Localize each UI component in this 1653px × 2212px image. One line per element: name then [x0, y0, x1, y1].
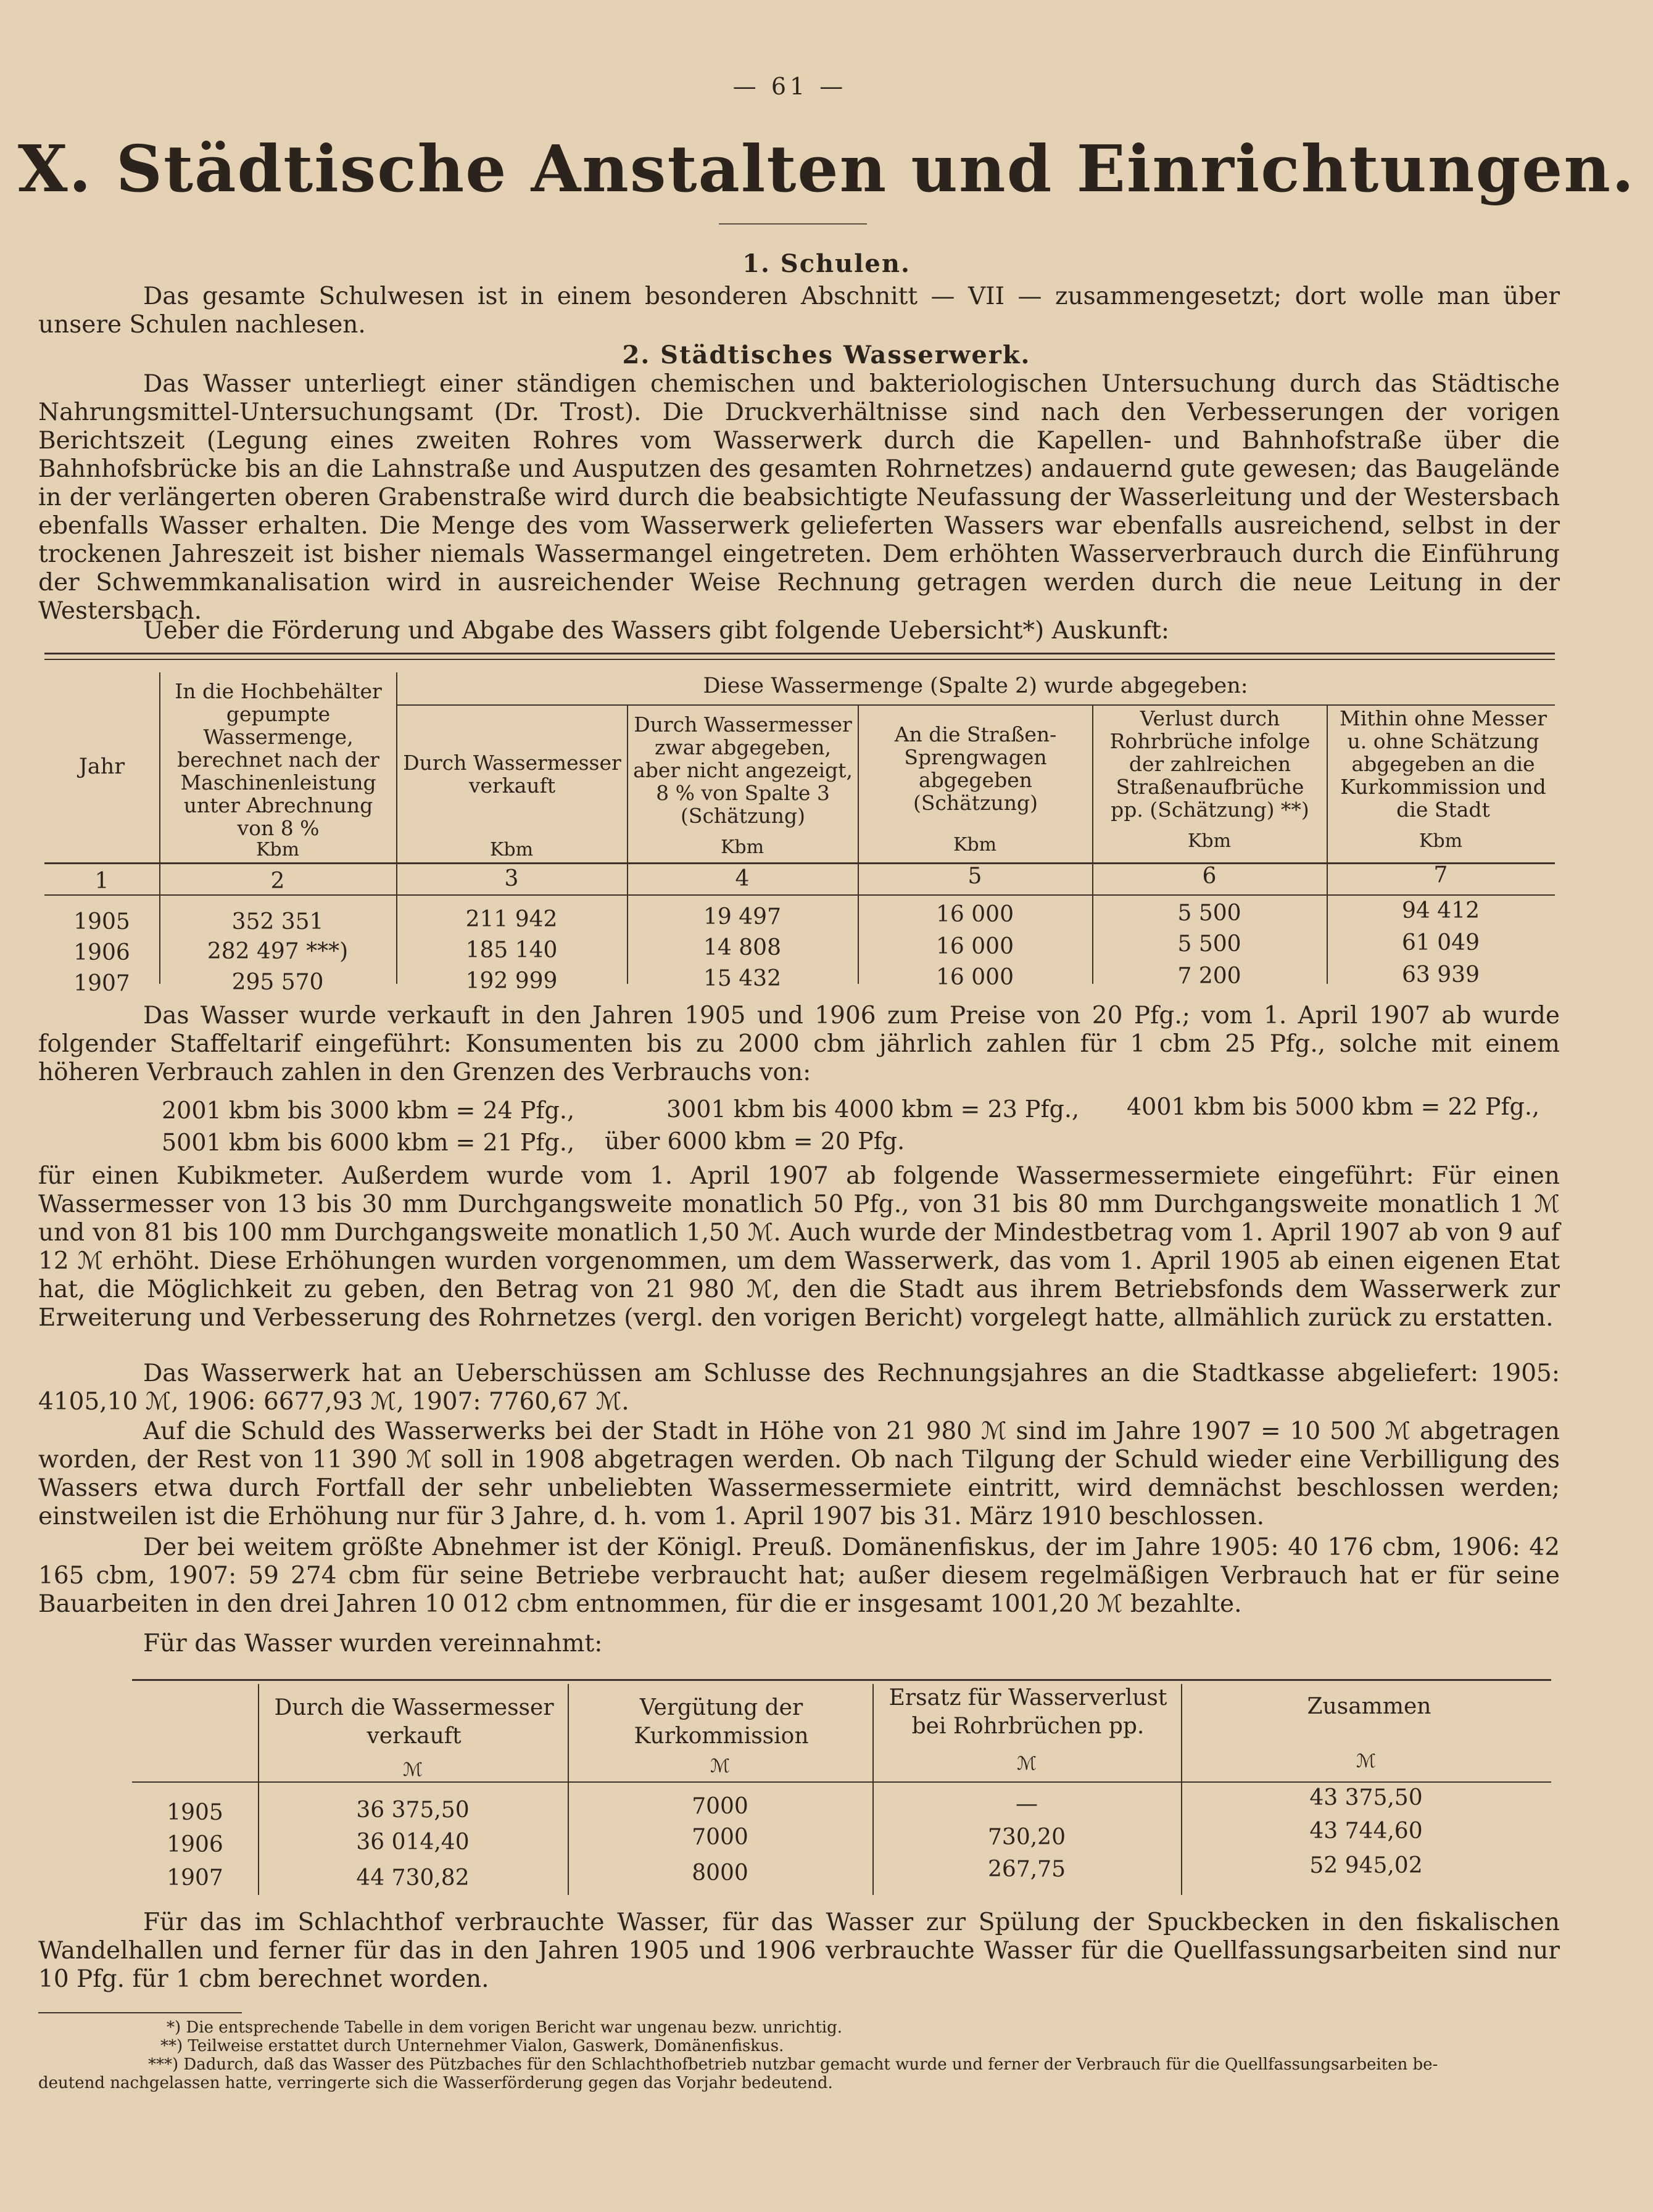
paragraph-table-intro: Ueber die Förderung und Abgabe des Wassers gibt folgende Uebersicht*) Auskunft:: [143, 617, 1169, 645]
table1-group-rule: [396, 704, 1555, 706]
table2-header-verkauft: Durch die Wassermesser verkauft: [274, 1695, 554, 1749]
table1-cell: 63 939: [1402, 962, 1480, 988]
table1-unit: Kbm: [720, 836, 764, 858]
table1-number-rule: [44, 894, 1555, 896]
table1-cell: 1907: [73, 971, 130, 996]
table2-cell: —: [1016, 1791, 1038, 1817]
table1-cell: 5 500: [1177, 901, 1241, 926]
table2-cell: 44 730,82: [356, 1865, 470, 1891]
table1-col-divider: [159, 672, 160, 984]
table2-unit: ℳ: [1016, 1753, 1037, 1775]
table1-cell: 1906: [73, 940, 130, 965]
table1-colnum: 2: [270, 869, 285, 894]
table1-header-col5: An die Straßen-Sprengwagen abgegeben (Schätzung): [894, 722, 1057, 815]
table1-header-col6: Verlust durch Rohrbrüche infolge der zahlreichen Straßenaufbrüche pp. (Schätzung) **): [1109, 706, 1311, 822]
table1-colnum: 1: [94, 869, 109, 894]
page-number: — 61 —: [732, 73, 847, 100]
table2-cell: 43 375,50: [1309, 1785, 1423, 1810]
table1-unit: Kbm: [489, 839, 534, 860]
table2-unit: ℳ: [402, 1759, 423, 1781]
tariff-step: 3001 kbm bis 4000 kbm = 23 Pfg.,: [666, 1096, 1080, 1123]
tariff-step: 2001 kbm bis 3000 kbm = 24 Pfg.,: [162, 1097, 575, 1124]
footnote-1: *) Die entsprechende Tabelle in dem vorigen Bericht war ungenau bezw. unrichtig.: [167, 2018, 842, 2037]
table1-colnum: 3: [504, 866, 519, 891]
table2-col-divider: [258, 1684, 259, 1895]
paragraph-wassermessermiete: für einen Kubikmeter. Außerdem wurde vom 1. April 1907 ab folgende Wassermessermiete eingeführt: Für einen Wassermesser von 13 bis 30 mm Durchgangsweite monatlich 50 Pfg., von 31 bis 80 mm Durchgangsweite monatlich 1 ℳ und von 81 bis 100 mm Durchgangsweite monatlich 1,50 ℳ. Auch wurde der Mindestbetrag vom 1. April 1907 ab von 9 auf 12 ℳ erhöht. Diese Erhöhungen wurden vorgenommen, um dem Wasserwerk, das vom 1. April 1905 ab einen eigenen Etat hat, die Möglichkeit zu geben, den Betrag von 21 980 ℳ, den die Stadt aus ihrem Betriebsfonds dem Wasserwerk zur Erweiterung und Verbesserung des Rohrnetzes (vergl. den vorigen Bericht) vorgelegt hatte, allmählich zurück zu erstatten.: [38, 1162, 1560, 1332]
table1-unit: Kbm: [1187, 830, 1232, 852]
table1-cell: 61 049: [1402, 930, 1480, 955]
table1-header-col2: In die Hochbehälter gepumpte Wassermenge, berechnet nach der Maschinenleistung unter Abrechnung von 8 %: [175, 679, 382, 840]
table1-header-col4: Durch Wassermesser zwar abgegeben, aber nicht angezeigt, 8 % von Spalte 3 (Schätzung): [633, 712, 853, 828]
table2-cell: 1907: [167, 1865, 223, 1891]
table1-unit: Kbm: [953, 834, 997, 856]
table1-top-rule-2: [44, 659, 1555, 660]
tariff-step: über 6000 kbm = 20 Pfg.: [605, 1128, 905, 1155]
footnote-3-continued: deutend nachgelassen hatte, verringerte sich die Wasserförderung gegen das Vorjahr bedeutend.: [38, 2074, 833, 2092]
paragraph-preise: Das Wasser wurde verkauft in den Jahren 1905 und 1906 zum Preise von 20 Pfg.; vom 1. April 1907 ab wurde folgender Staffeltarif eingeführt: Konsumenten bis zu 2000 cbm jährlich zahlen für 1 cbm 25 Pfg., solche mit einem höheren Verbrauch zahlen in den Grenzen des Verbrauchs von:: [38, 1002, 1560, 1086]
table1-cell: 94 412: [1402, 898, 1480, 923]
tariff-step: 5001 kbm bis 6000 kbm = 21 Pfg.,: [162, 1129, 575, 1156]
table1-colnum: 7: [1433, 862, 1448, 888]
paragraph-table2-intro: Für das Wasser wurden vereinnahmt:: [143, 1630, 603, 1657]
table1-cell: 185 140: [465, 938, 558, 963]
footnote-3: ***) Dadurch, daß das Wasser des Pützbaches für den Schlachthofbetrieb nutzbar gemacht wurde und ferner der Verbrauch für die Quellfassungsarbeiten be-: [148, 2055, 1438, 2074]
table1-cell: 16 000: [936, 934, 1014, 959]
paragraph-schlachthof: Für das im Schlachthof verbrauchte Wasser, für das Wasser zur Spülung der Spuckbecken in den fiskalischen Wandelhallen und ferner für das in den Jahren 1905 und 1906 verbrauchte Wasser für die Quellfassungsarbeiten sind nur 10 Pfg. für 1 cbm berechnet worden.: [38, 1909, 1560, 1993]
table1-colnum: 5: [967, 864, 982, 889]
table1-group-header: Diese Wassermenge (Spalte 2) wurde abgegeben:: [703, 674, 1248, 698]
table1-cell: 14 808: [703, 935, 781, 960]
table1-top-rule: [44, 653, 1555, 654]
table1-cell: 192 999: [465, 968, 558, 994]
table1-cell: 5 500: [1177, 931, 1241, 957]
table2-header-zusammen: Zusammen: [1307, 1694, 1431, 1719]
table2-unit: ℳ: [710, 1756, 731, 1777]
table2-cell: 8000: [692, 1860, 748, 1886]
table1-unit: Kbm: [255, 839, 300, 860]
table1-cell: 295 570: [231, 970, 324, 995]
table2-cell: 1905: [167, 1800, 223, 1825]
page-title: X. Städtische Anstalten und Einrichtungen.: [17, 131, 1636, 207]
paragraph-wasserwerk-intro: Das Wasser unterliegt einer ständigen chemischen und bakteriologischen Untersuchung durch das Städtische Nahrungsmittel-Untersuchungsamt (Dr. Trost). Die Druckverhältnisse sind nach den Verbesserungen der vorigen Berichtszeit (Legung eines zweiten Rohres vom Wasserwerk durch die Kapellen- und Bahnhofstraße über die Bahnhofsbrücke bis an die Lahnstraße und Ausputzen des gesamten Rohrnetzes) andauernd gute gewesen; das Baugelände in der verlängerten oberen Grabenstraße wird durch die beabsichtigte Neufassung der Wasserleitung und der Westersbach ebenfalls Wasser erhalten. Die Menge des vom Wasserwerk gelieferten Wassers war ebenfalls ausreichend, selbst in der trockenen Jahreszeit ist bisher niemals Wassermangel eingetreten. Dem erhöhten Wasserverbrauch durch die Einführung der Schwemmkanalisation wird in ausreichender Weise Rechnung getragen werden durch die neue Leitung in der Westersbach.: [38, 370, 1560, 625]
table1-header-jahr: Jahr: [78, 754, 125, 779]
table1-cell: 211 942: [465, 907, 558, 932]
footnote-divider: [38, 2012, 242, 2013]
table2-header-kurkommission: Vergütung der Kurkommission: [634, 1695, 809, 1749]
table2-cell: 7000: [692, 1825, 748, 1850]
tariff-step: 4001 kbm bis 5000 kbm = 22 Pfg.,: [1127, 1093, 1540, 1120]
table1-cell: 15 432: [703, 966, 781, 991]
title-divider: [719, 223, 867, 225]
table1-header-col3: Durch Wassermesser verkauft: [403, 751, 621, 798]
table1-colnum: 4: [735, 866, 750, 891]
table1-cell: 7 200: [1177, 964, 1241, 989]
paragraph-schuld: Auf die Schuld des Wasserwerks bei der Stadt in Höhe von 21 980 ℳ sind im Jahre 1907 = 10 500 ℳ abgetragen worden, der Rest von 11 390 ℳ soll in 1908 abgetragen werden. Ob nach Tilgung der Schuld wieder eine Verbilligung des Wassers etwa durch Fortfall der sehr unbeliebten Wassermessermiete eintritt, wird demnächst beschlossen werden; einstweilen ist die Erhöhung nur für 3 Jahre, d. h. vom 1. April 1907 bis 31. März 1910 beschlossen.: [38, 1418, 1560, 1530]
table1-cell: 19 497: [703, 904, 781, 930]
table1-cell: 282 497 ***): [207, 939, 349, 964]
table1-cell: 1905: [73, 909, 130, 935]
table2-unit: ℳ: [1356, 1751, 1377, 1772]
table2-header-ersatz: Ersatz für Wasserverlust bei Rohrbrüchen pp.: [889, 1685, 1167, 1739]
table1-cell: 16 000: [936, 965, 1014, 990]
table1-unit: Kbm: [1419, 830, 1463, 852]
table2-cell: 1906: [167, 1832, 223, 1857]
table1-cell: 352 351: [231, 909, 324, 935]
paragraph-abnehmer: Der bei weitem größte Abnehmer ist der Königl. Preuß. Domänenfiskus, der im Jahre 1905: 40 176 cbm, 1906: 42 165 cbm, 1907: 59 274 cbm für seine Betriebe verbraucht hat; außer diesem regelmäßigen Verbrauch hat er für seine Bauarbeiten in den drei Jahren 10 012 cbm entnommen, für die er insgesamt 1001,20 ℳ bezahlte.: [38, 1533, 1560, 1618]
table2-cell: 43 744,60: [1309, 1818, 1423, 1844]
section-heading-wasserwerk: 2. Städtisches Wasserwerk.: [622, 340, 1031, 369]
table2-cell: 267,75: [988, 1857, 1066, 1882]
section-heading-schulen: 1. Schulen.: [742, 249, 911, 278]
paragraph-ueberschuss: Das Wasserwerk hat an Ueberschüssen am Schlusse des Rechnungsjahres an die Stadtkasse abgeliefert: 1905: 4105,10 ℳ, 1906: 6677,93 ℳ, 1907: 7760,67 ℳ.: [38, 1360, 1560, 1416]
table1-colnum: 6: [1202, 864, 1217, 889]
table1-cell: 16 000: [936, 902, 1014, 927]
table2-header-rule: [132, 1781, 1551, 1783]
table2-cell: 7000: [692, 1794, 748, 1819]
footnote-2: **) Teilweise erstattet durch Unternehmer Vialon, Gaswerk, Domänenfiskus.: [160, 2037, 784, 2055]
table2-cell: 730,20: [988, 1825, 1066, 1850]
table1-header-col7: Mithin ohne Messer u. ohne Schätzung abgegeben an die Kurkommission und die Stadt: [1339, 706, 1547, 822]
paragraph-schulen: Das gesamte Schulwesen ist in einem besonderen Abschnitt — VII — zusammengesetzt; dort wolle man über unsere Schulen nachlesen.: [38, 283, 1560, 339]
table2-cell: 36 014,40: [356, 1830, 470, 1855]
table2-cell: 36 375,50: [356, 1797, 470, 1823]
table2-top-rule: [132, 1679, 1551, 1681]
table2-cell: 52 945,02: [1309, 1853, 1423, 1878]
